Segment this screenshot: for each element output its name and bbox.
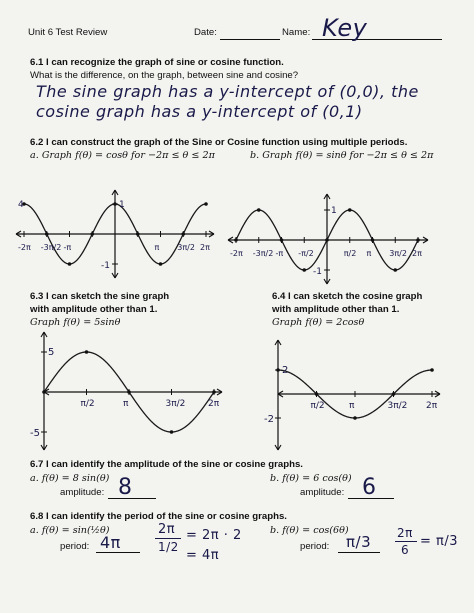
s68-a-work-den: 1/2 [158, 540, 179, 554]
y-label-min: -5 [30, 428, 40, 439]
s62-heading: 6.2 I can construct the graph of the Sine or Cosine function using multiple periods. [30, 137, 408, 148]
name-answer: Key [322, 14, 368, 42]
key-point [353, 416, 357, 420]
s68-a-func: a. f(θ) = sin(½θ) [30, 525, 110, 536]
y-label-min: -2 [264, 414, 274, 425]
x-tick-label: π [348, 401, 355, 411]
s61-heading: 6.1 I can recognize the graph of sine or cosine function. [30, 57, 284, 68]
s67-a-prompt: amplitude: [60, 487, 105, 498]
s68-a-blank [96, 552, 140, 553]
date-label: Date: [194, 27, 217, 38]
s62-b-label: b. Graph f(θ) = sinθ for −2π ≤ θ ≤ 2π [250, 150, 434, 161]
s68-a-work-result: = 4π [186, 548, 220, 563]
s68-b-prompt: period: [300, 541, 330, 552]
x-tick-label: π/2 [80, 399, 95, 409]
key-point [392, 392, 396, 396]
s68-b-work-bar [395, 541, 417, 542]
s67-b-answer: 6 [362, 475, 377, 500]
s68-b-func: b. f(θ) = cos(6θ) [270, 525, 349, 536]
x-tick-label: -π [63, 243, 72, 252]
s67-b-func: b. f(θ) = 6 cos(θ) [270, 473, 352, 484]
s68-a-work-num: 2π [158, 522, 176, 537]
x-tick-label: 3π/2 [177, 243, 195, 252]
s68-a-answer: 4π [100, 533, 121, 552]
x-tick-label: 3π/2 [389, 249, 407, 258]
y-label-max: 5 [48, 347, 55, 358]
y-label-max: 1 [119, 200, 125, 210]
y-label-max: 1 [331, 206, 337, 216]
s62-a-label: a. Graph f(θ) = cosθ for −2π ≤ θ ≤ 2π [30, 150, 215, 161]
x-tick-label: 3π/2 [387, 401, 408, 411]
y-label-min: -1 [101, 261, 110, 271]
s64-graph-label: Graph f(θ) = 2cosθ [272, 317, 365, 328]
s68-b-work-num: 2π [397, 526, 413, 540]
s68-b-work-result: = π/3 [420, 534, 459, 549]
s61-answer-line2: cosine graph has a y-intercept of (0,1) [36, 102, 363, 121]
s61-question: What is the difference, on the graph, between sine and cosine? [30, 70, 299, 81]
x-label-left: -2π [230, 249, 243, 258]
s68-a-prompt: period: [60, 541, 90, 552]
y-label-min: -1 [313, 267, 322, 277]
x-label-left: -2π [18, 243, 31, 252]
s67-heading: 6.7 I can identify the amplitude of the sine or cosine graphs. [30, 459, 303, 470]
s68-b-answer: π/3 [346, 533, 372, 551]
x-tick-label: π [154, 243, 160, 252]
key-point [276, 368, 280, 372]
x-tick-label: 2π [411, 249, 422, 258]
corner-mark: 4 [18, 200, 24, 210]
s63-heading-line2: with amplitude other than 1. [30, 304, 158, 315]
x-tick-label: -3π/2 [40, 243, 62, 252]
x-tick-label: -3π/2 [252, 249, 274, 258]
s68-b-work-den: 6 [401, 543, 410, 557]
s68-a-work-step: = 2π · 2 [186, 528, 242, 543]
y-label-max: 2 [282, 365, 289, 376]
s67-a-answer: 8 [118, 475, 133, 500]
name-label: Name: [282, 27, 311, 38]
s63-graph-label: Graph f(θ) = 5sinθ [30, 317, 121, 328]
s68-b-blank [338, 552, 380, 553]
key-point [315, 392, 319, 396]
x-tick-label: 2π [199, 243, 210, 252]
x-tick-label: -π [275, 249, 284, 258]
x-tick-label: 3π/2 [165, 399, 186, 409]
s64-heading-line2: with amplitude other than 1. [272, 304, 400, 315]
x-tick-label: π/2 [310, 401, 325, 411]
x-tick-label: π/2 [343, 249, 357, 258]
s68-heading: 6.8 I can identify the period of the sine or cosine graphs. [30, 511, 287, 522]
key-point [430, 368, 434, 372]
x-tick-label: π [122, 399, 129, 409]
x-tick-label: 2π [425, 401, 438, 411]
worksheet-title: Unit 6 Test Review [28, 27, 108, 38]
x-tick-label: π [366, 249, 372, 258]
s67-b-prompt: amplitude: [300, 487, 345, 498]
x-tick-label: -π/2 [298, 249, 314, 258]
s67-a-func: a. f(θ) = 8 sin(θ) [30, 473, 110, 484]
s63-heading-line1: 6.3 I can sketch the sine graph [30, 291, 170, 302]
x-tick-label: 2π [207, 399, 220, 409]
s61-answer-line1: The sine graph has a y-intercept of (0,0), the [36, 82, 419, 101]
s64-heading-line1: 6.4 I can sketch the cosine graph [272, 291, 423, 302]
s68-a-work-bar [155, 538, 181, 539]
